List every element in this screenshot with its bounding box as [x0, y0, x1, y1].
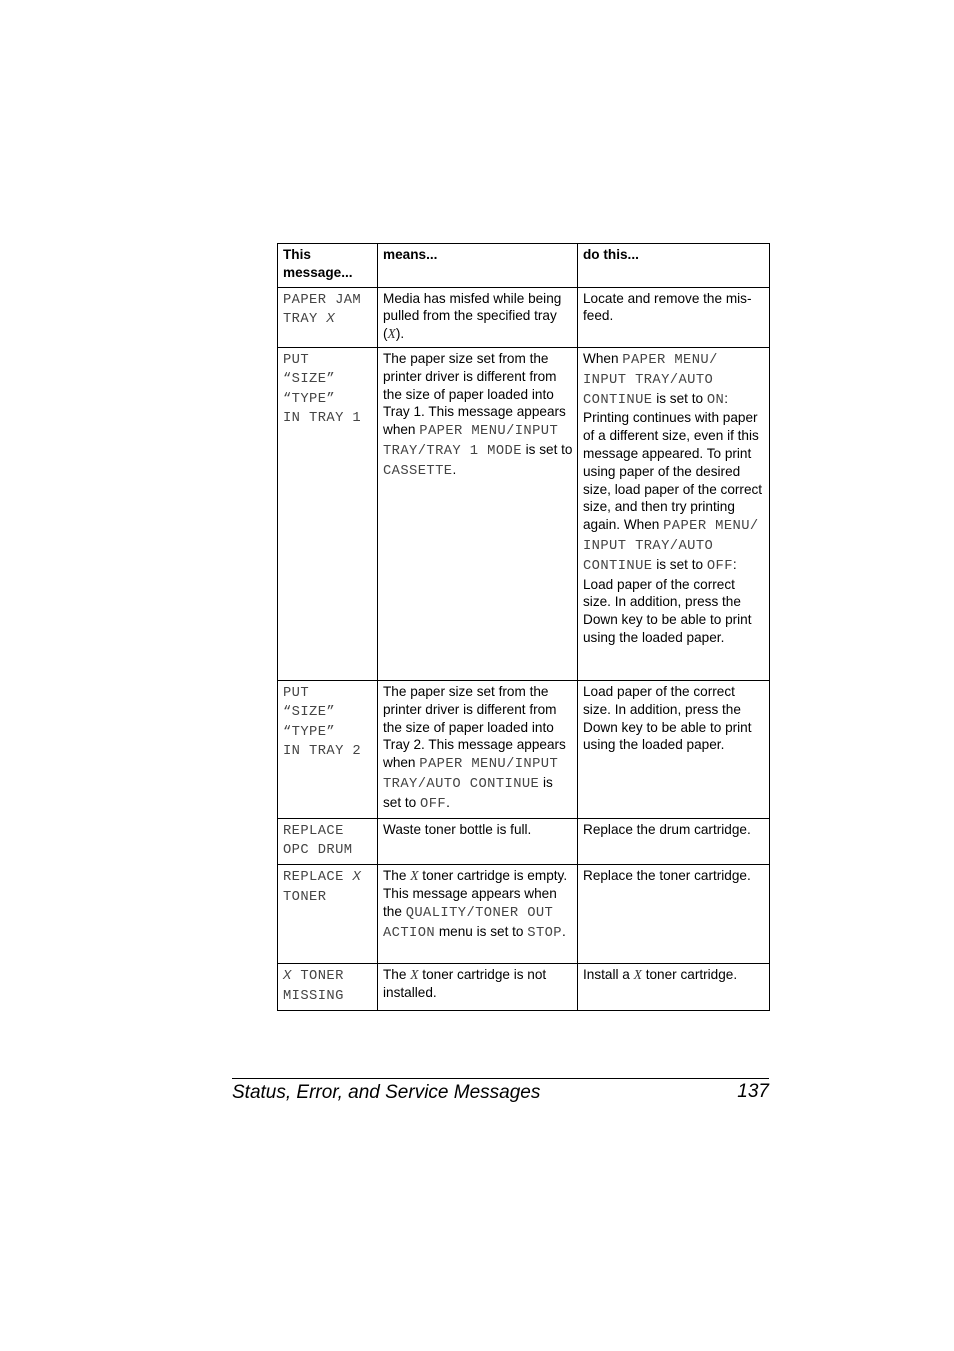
- message-cell: [278, 964, 378, 1011]
- message-line: IN TRAY 2: [283, 744, 362, 760]
- message-line: IN TRAY 1: [283, 411, 362, 427]
- table-row: [278, 287, 770, 347]
- message-cell: [278, 347, 378, 680]
- do-this-cell: Replace the toner cartridge.: [578, 865, 770, 964]
- page-number: 137: [737, 1081, 769, 1102]
- table-row: [278, 680, 770, 818]
- means-cell: The paper size set from the printer driver is different from the size of paper loaded into Tray 1. This message appears when PAPER MENU/INPUT TRAY/TRAY 1 MODE is set to CASSETTE.: [378, 347, 578, 680]
- message-line: TONER: [283, 889, 327, 905]
- do-this-cell: Load paper of the correct size. In addition, press the Down key to be able to print using the loaded paper.: [578, 680, 770, 818]
- header-message: This message...: [278, 244, 378, 288]
- message-table-container: [277, 243, 769, 1011]
- message-cell: [278, 287, 378, 347]
- message-cell: [278, 680, 378, 818]
- message-line: REPLACE: [283, 823, 344, 839]
- message-table: [277, 243, 770, 1011]
- header-do-this: do this...: [578, 244, 770, 288]
- message-line: “SIZE”: [283, 372, 336, 388]
- message-cell: [278, 865, 378, 964]
- message-line: “TYPE”: [283, 724, 336, 740]
- do-this-cell: Replace the drum cartridge.: [578, 818, 770, 865]
- message-cell: [278, 818, 378, 865]
- do-this-cell: Locate and remove the mis-feed.: [578, 287, 770, 347]
- message-line: X TONER: [283, 969, 344, 985]
- do-this-cell: Install a X toner cartridge.: [578, 964, 770, 1011]
- message-line: PUT: [283, 685, 310, 701]
- means-cell: The X toner cartridge is empty. This message appears when the QUALITY/TONER OUT ACTION menu is set to STOP.: [378, 865, 578, 964]
- table-row: [278, 818, 770, 865]
- footer-section-title: Status, Error, and Service Messages: [232, 1082, 541, 1103]
- page-footer: [232, 1078, 769, 1103]
- message-line: “TYPE”: [283, 391, 336, 407]
- means-cell: The X toner cartridge is not installed.: [378, 964, 578, 1011]
- table-row: [278, 865, 770, 964]
- table-row: [278, 347, 770, 680]
- table-row: [278, 964, 770, 1011]
- means-cell: Media has misfed while being pulled from the specified tray (X).: [378, 287, 578, 347]
- do-this-cell: When PAPER MENU/ INPUT TRAY/AUTO CONTINUE is set to ON: Printing continues with paper of a different size, even if this message appeared. To print using paper of the desired size, load paper of the correct size, and then try printing again. When PAPER MENU/ INPUT TRAY/AUTO CONTINUE is set to OFF: Load paper of the correct size. In addition, press the Down key to be able to print using the loaded paper.: [578, 347, 770, 680]
- message-line: PUT: [283, 352, 310, 368]
- means-cell: Waste toner bottle is full.: [378, 818, 578, 865]
- message-line: “SIZE”: [283, 705, 336, 721]
- message-line: PAPER JAM: [283, 292, 362, 308]
- header-means: means...: [378, 244, 578, 288]
- message-line: TRAY X: [283, 312, 336, 327]
- message-line: MISSING: [283, 988, 344, 1004]
- means-cell: The paper size set from the printer driver is different from the size of paper loaded into Tray 2. This message appears when PAPER MENU/INPUT TRAY/AUTO CONTINUE is set to OFF.: [378, 680, 578, 818]
- message-line: OPC DRUM: [283, 842, 353, 858]
- message-line: REPLACE X: [283, 870, 362, 886]
- table-header-row: [278, 244, 770, 288]
